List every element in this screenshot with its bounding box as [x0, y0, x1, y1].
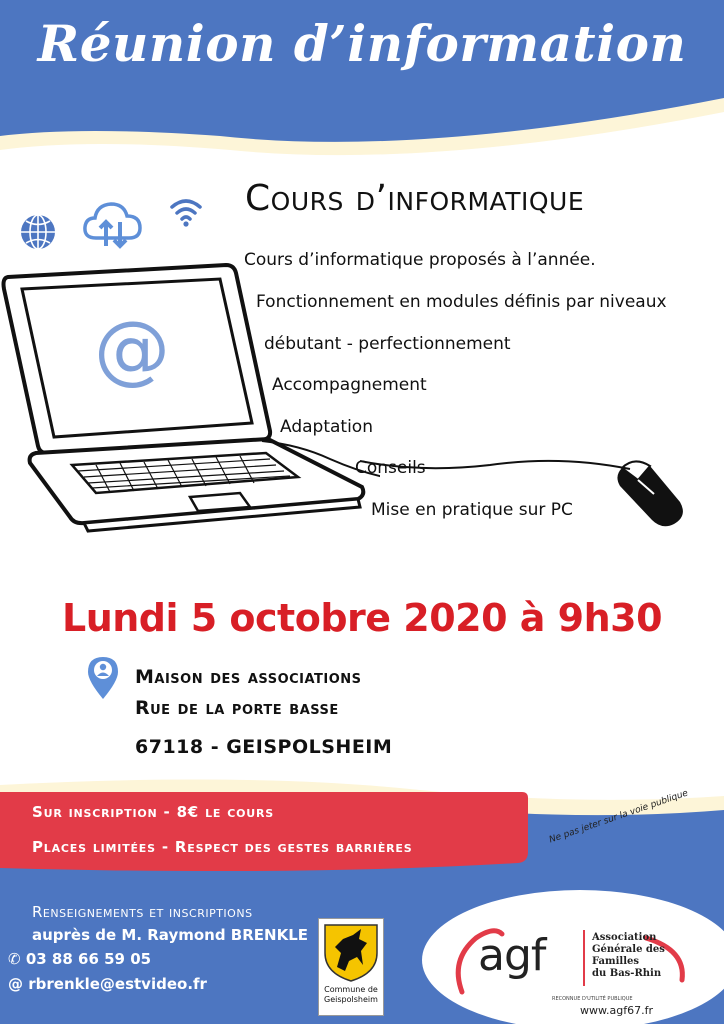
- phone-row: [8, 950, 151, 968]
- places-notice: Places limitées - Respect des gestes barrières: [32, 838, 413, 856]
- address-line: 67118 - GEISPOLSHEIM: [135, 736, 393, 758]
- agf-divider: [583, 930, 585, 986]
- email-row: [8, 975, 207, 993]
- footer-heading: Renseignements et inscriptions: [32, 903, 253, 921]
- agf-logo: agf: [478, 930, 546, 981]
- feature-item: débutant - perfectionnement: [264, 334, 511, 354]
- feature-item: Conseils: [355, 458, 426, 478]
- feature-item: Mise en pratique sur PC: [371, 500, 573, 520]
- agf-name-line: Générale des: [592, 944, 665, 955]
- screen-at-symbol: @: [94, 304, 170, 393]
- website-link[interactable]: www.agf67.fr: [580, 1004, 653, 1017]
- disclaimer: Ne pas jeter sur la voie publique: [548, 788, 690, 846]
- feature-item: Adaptation: [280, 417, 373, 437]
- agf-tagline: RECONNUE D'UTILITÉ PUBLIQUE: [552, 996, 633, 1002]
- location-pin-icon: [86, 655, 120, 701]
- agf-name: [592, 932, 665, 980]
- cloud-sync-icon: [82, 198, 144, 252]
- at-icon: @: [8, 975, 23, 993]
- feature-item: Cours d’informatique proposés à l’année.: [244, 250, 596, 270]
- address-line: Maison des associations: [135, 666, 362, 688]
- coat-of-arms-icon: [323, 923, 379, 983]
- wifi-icon: [168, 196, 204, 228]
- agf-name-line: Familles: [592, 956, 640, 967]
- email-link[interactable]: rbrenkle@estvideo.fr: [28, 975, 207, 993]
- subtitle: Cours d’informatique: [245, 178, 585, 219]
- agf-name-line: Association: [592, 932, 657, 943]
- page-title: Réunion d’information: [37, 14, 687, 73]
- contact-name: auprès de M. Raymond BRENKLE: [32, 926, 309, 944]
- commune-badge: [318, 918, 384, 1016]
- feature-item: Fonctionnement en modules définis par niveaux: [256, 292, 667, 312]
- commune-label: Commune de: [324, 985, 378, 994]
- globe-icon: [18, 212, 58, 252]
- feature-item: Accompagnement: [272, 375, 427, 395]
- commune-label: Geispolsheim: [324, 995, 378, 1004]
- phone-number[interactable]: 03 88 66 59 05: [25, 950, 152, 968]
- registration-notice: Sur inscription - 8€ le cours: [32, 803, 274, 821]
- event-date: Lundi 5 octobre 2020 à 9h30: [61, 596, 663, 640]
- address-line: Rue de la porte basse: [135, 697, 339, 719]
- phone-icon: ✆: [8, 950, 21, 968]
- agf-name-line: du Bas-Rhin: [592, 968, 662, 979]
